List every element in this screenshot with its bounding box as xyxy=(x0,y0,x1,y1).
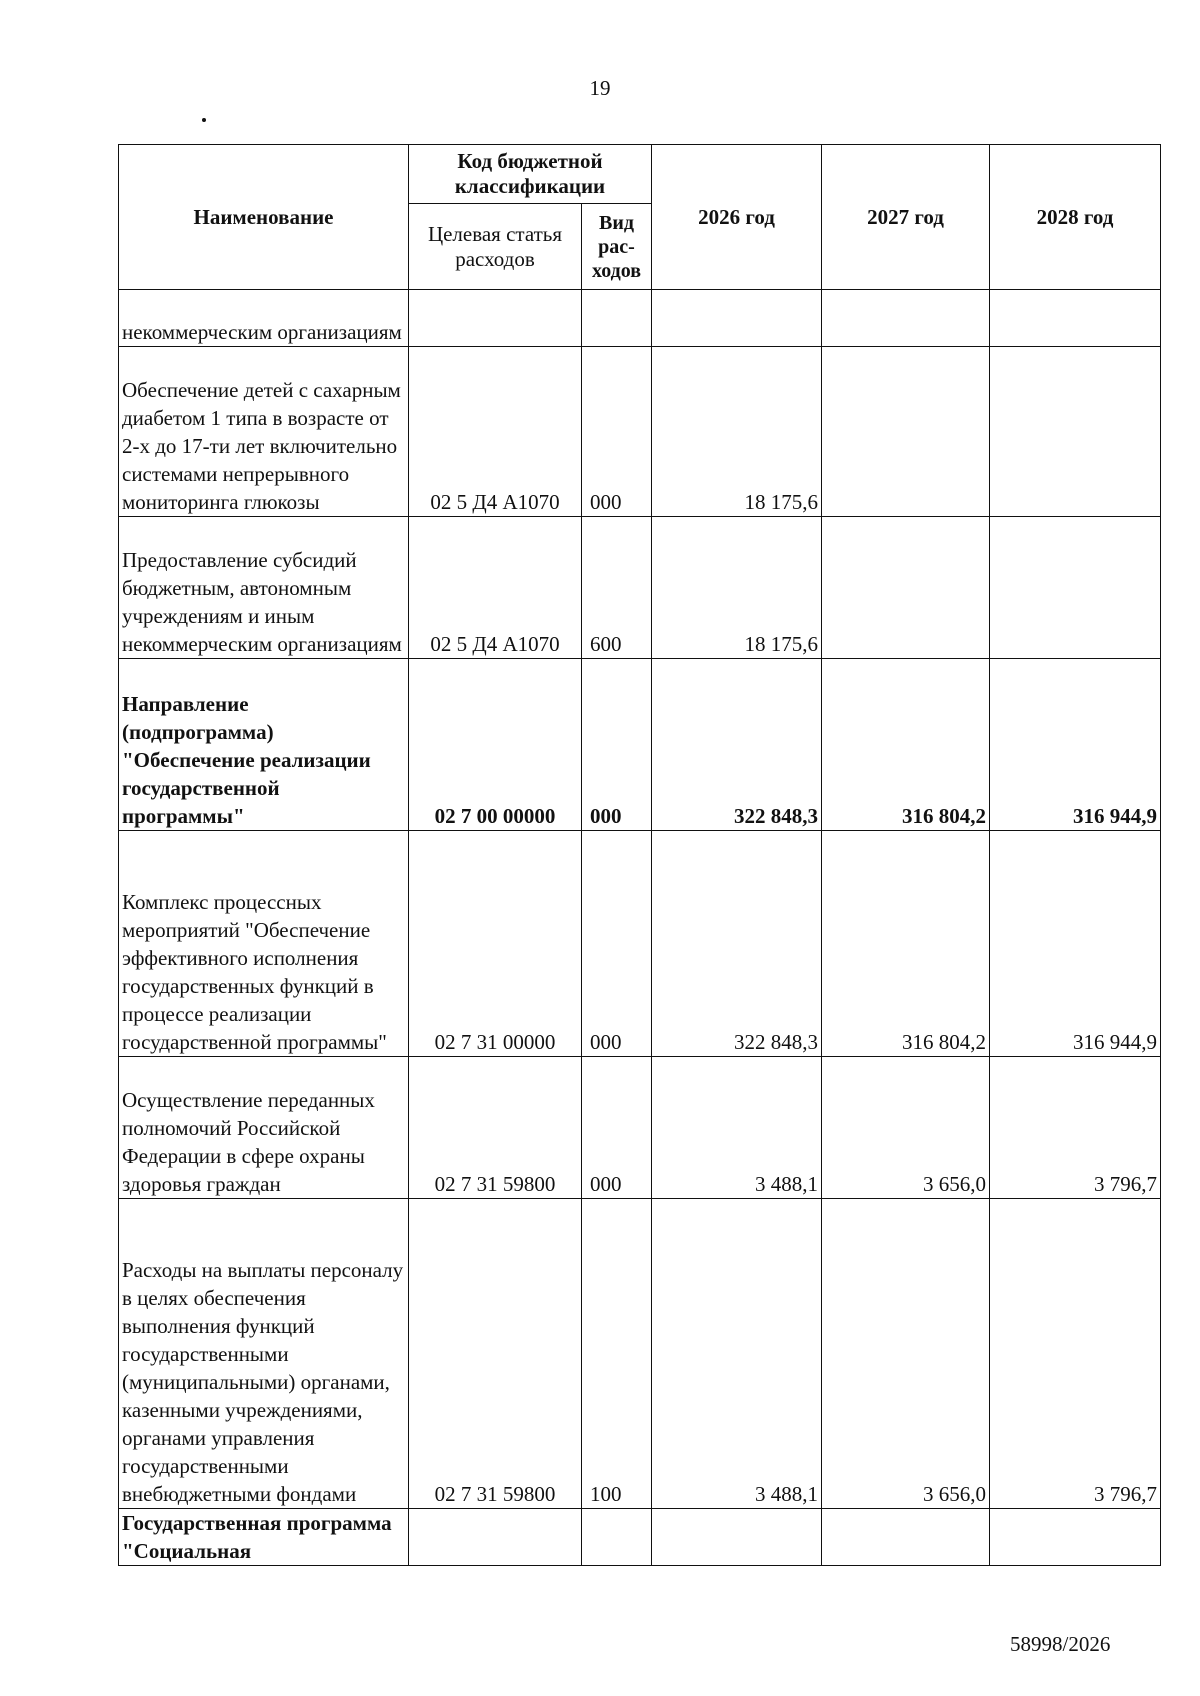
row-name: Обеспечение детей с сахарным диабетом 1 типа в возрасте от 2-х до 17-ти лет включительно системами непрерывного мониторинга глюкозы xyxy=(119,347,409,517)
row-2028 xyxy=(990,1509,1161,1566)
header-2026: 2026 год xyxy=(652,145,822,290)
row-code: 02 7 31 59800 xyxy=(409,1057,582,1199)
row-2026 xyxy=(652,290,822,347)
document-id: 58998/2026 xyxy=(1010,1632,1111,1656)
scan-dot xyxy=(202,118,206,122)
header-code-group: Код бюджетной классификации xyxy=(409,145,652,204)
row-2026: 18 175,6 xyxy=(652,517,822,659)
row-kind: 000 xyxy=(582,831,652,1057)
row-2028 xyxy=(990,290,1161,347)
row-code: 02 7 31 59800 xyxy=(409,1199,582,1509)
table-row xyxy=(119,347,1161,517)
row-2026: 322 848,3 xyxy=(652,659,822,831)
header-2028: 2028 год xyxy=(990,145,1161,290)
table-row xyxy=(119,659,1161,831)
row-kind xyxy=(582,290,652,347)
row-2027: 316 804,2 xyxy=(822,659,990,831)
table-row xyxy=(119,290,1161,347)
row-2027: 3 656,0 xyxy=(822,1199,990,1509)
row-name: Комплекс процессных мероприятий "Обеспечение эффективного исполнения государственных функций в процессе реализации государственной программы" xyxy=(119,831,409,1057)
row-code xyxy=(409,290,582,347)
row-name: Осуществление переданных полномочий Российской Федерации в сфере охраны здоровья граждан xyxy=(119,1057,409,1199)
row-kind: 100 xyxy=(582,1199,652,1509)
row-kind: 600 xyxy=(582,517,652,659)
row-2026 xyxy=(652,1509,822,1566)
row-2027: 3 656,0 xyxy=(822,1057,990,1199)
table-row xyxy=(119,831,1161,1057)
table-row xyxy=(119,517,1161,659)
row-2027 xyxy=(822,347,990,517)
budget-table xyxy=(118,144,1161,1566)
row-code xyxy=(409,1509,582,1566)
row-kind: 000 xyxy=(582,1057,652,1199)
row-2027 xyxy=(822,1509,990,1566)
row-name: Государственная программа "Социальная xyxy=(119,1509,409,1566)
row-2026: 18 175,6 xyxy=(652,347,822,517)
row-2026: 3 488,1 xyxy=(652,1199,822,1509)
row-2026: 3 488,1 xyxy=(652,1057,822,1199)
row-2027 xyxy=(822,290,990,347)
table-row xyxy=(119,1199,1161,1509)
header-target-article: Целевая статья расходов xyxy=(409,204,582,290)
table-row xyxy=(119,1509,1161,1566)
row-name: Направление (подпрограмма) "Обеспечение реализации государственной программы" xyxy=(119,659,409,831)
row-2026: 322 848,3 xyxy=(652,831,822,1057)
row-name: Предоставление субсидий бюджетным, автономным учреждениям и иным некоммерческим организациям xyxy=(119,517,409,659)
row-kind: 000 xyxy=(582,347,652,517)
page-number: 19 xyxy=(589,76,611,100)
header-2027: 2027 год xyxy=(822,145,990,290)
row-2028: 3 796,7 xyxy=(990,1057,1161,1199)
row-2027 xyxy=(822,517,990,659)
row-2028: 3 796,7 xyxy=(990,1199,1161,1509)
row-code: 02 5 Д4 А1070 xyxy=(409,517,582,659)
row-2027: 316 804,2 xyxy=(822,831,990,1057)
row-2028: 316 944,9 xyxy=(990,659,1161,831)
row-2028 xyxy=(990,347,1161,517)
row-code: 02 5 Д4 А1070 xyxy=(409,347,582,517)
row-code: 02 7 00 00000 xyxy=(409,659,582,831)
header-name: Наименование xyxy=(119,145,409,290)
row-kind: 000 xyxy=(582,659,652,831)
row-kind xyxy=(582,1509,652,1566)
header-kind: Вид рас- ходов xyxy=(582,204,652,290)
row-name: Расходы на выплаты персоналу в целях обеспечения выполнения функций государственными (муниципальными) органами, казенными учреждениями, органами управления государственными внебюджетными фондами xyxy=(119,1199,409,1509)
row-code: 02 7 31 00000 xyxy=(409,831,582,1057)
table-row xyxy=(119,1057,1161,1199)
row-2028 xyxy=(990,517,1161,659)
row-name: некоммерческим организациям xyxy=(119,290,409,347)
row-2028: 316 944,9 xyxy=(990,831,1161,1057)
